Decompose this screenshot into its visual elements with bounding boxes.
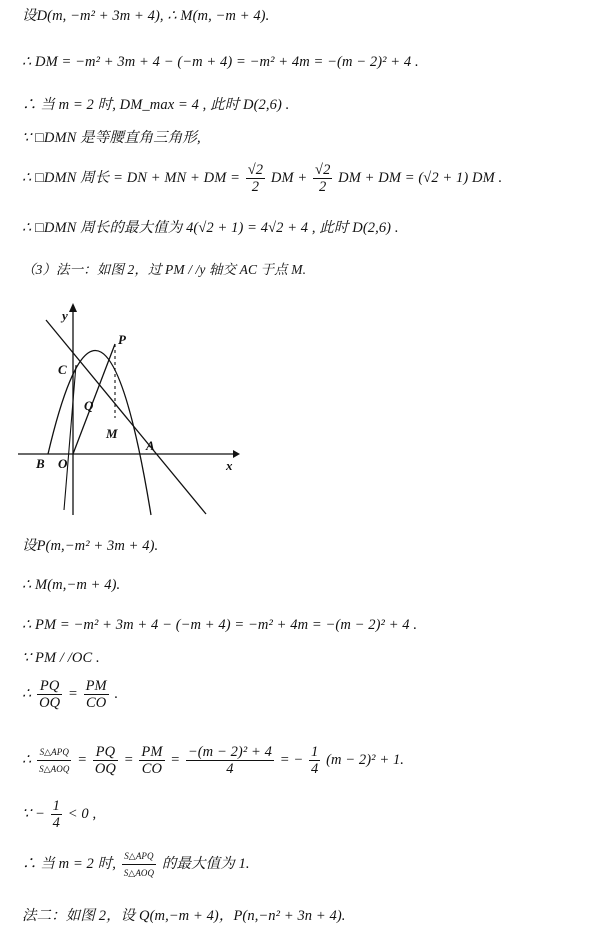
line-15-part-a: ∴ 当 m = 2 时, — [22, 856, 116, 872]
fraction-numerator: 1 — [310, 744, 319, 761]
fraction-denominator: S△AOQ — [39, 764, 70, 775]
line-14-because: ∵ − — [22, 806, 45, 822]
fraction-numerator: PM — [141, 744, 163, 761]
line-2: ∴ DM = −m² + 3m + 4 − (−m + 4) = −m² + 4m = −(m − 2)² + 4 . — [22, 54, 419, 70]
line-7: （3）法一：如图 2，过 PM / /y 轴交 AC 于点 M. — [22, 262, 307, 277]
fraction-numerator: PQ — [93, 744, 118, 761]
line-15-part-b: 的最大值为 1. — [161, 856, 250, 872]
line-13-therefore: ∴ — [22, 752, 32, 768]
fraction-denominator: 4 — [310, 761, 319, 778]
equals-sign: = — [77, 752, 88, 768]
fraction-sqrt2-over-2-second — [313, 162, 332, 195]
fraction-numerator: √2 — [247, 162, 264, 179]
line-8: 设P(m,−m² + 3m + 4). — [22, 538, 159, 554]
equals-sign: = — [123, 752, 134, 768]
label-q: Q — [84, 398, 94, 413]
fraction-one-quarter — [309, 744, 320, 777]
label-p: P — [118, 332, 126, 347]
label-a: A — [146, 438, 155, 453]
fraction-numerator: S△APQ — [37, 744, 71, 761]
line-ac — [46, 320, 206, 514]
line-16: 法二：如图 2，设 Q(m,−m + 4)，P(n,−n² + 3n + 4). — [22, 908, 346, 924]
fraction-expression-over-4 — [186, 744, 274, 777]
fraction-numerator: −(m − 2)² + 4 — [187, 744, 272, 761]
line-12-equals: = — [67, 686, 78, 702]
fraction-area-ratio — [37, 744, 71, 777]
fraction-pm-over-co — [84, 678, 109, 711]
line-6: ∴ □DMN 周长的最大值为 4(√2 + 1) = 4√2 + 4 , 此时 D(2,6) . — [22, 220, 399, 236]
line-12 — [22, 674, 593, 714]
x-axis-arrow — [233, 450, 240, 458]
line-4: ∵ □DMN 是等腰直角三角形, — [22, 130, 201, 146]
figure-2-diagram — [18, 300, 240, 520]
fraction-denominator: 2 — [319, 179, 327, 196]
line-13-end: (m − 2)² + 1. — [326, 752, 405, 768]
fraction-pq-over-oq — [37, 678, 62, 711]
line-10: ∴ PM = −m² + 3m + 4 − (−m + 4) = −m² + 4m = −(m − 2)² + 4 . — [22, 617, 418, 633]
line-5-part-b: DM + — [270, 170, 308, 186]
line-12-therefore: ∴ — [22, 686, 32, 702]
fraction-pm-over-co — [139, 744, 164, 777]
equals-minus: = − — [279, 752, 304, 768]
line-bc — [64, 365, 76, 510]
fraction-pq-over-oq — [93, 744, 118, 777]
line-12-period: . — [114, 686, 119, 702]
fraction-numerator: √2 — [315, 162, 331, 179]
line-3: ∴ 当 m = 2 时, DM_max = 4 , 此时 D(2,6) . — [22, 97, 290, 113]
line-5-part-c: DM + DM = (√2 + 1) DM . — [338, 170, 503, 186]
line-5 — [22, 160, 593, 196]
equals-sign: = — [170, 752, 181, 768]
line-15 — [22, 842, 593, 886]
label-x: x — [226, 458, 233, 473]
fraction-sqrt2-over-2-first — [246, 162, 265, 195]
fraction-denominator: CO — [141, 761, 163, 778]
y-axis-arrow — [69, 303, 77, 312]
line-14 — [22, 794, 593, 834]
line-11: ∵ PM / /OC . — [22, 650, 100, 666]
fraction-denominator: S△AOQ — [123, 868, 155, 879]
label-c: C — [58, 362, 67, 377]
fraction-denominator: 4 — [52, 815, 61, 832]
line-1: 设D(m, −m² + 3m + 4), ∴ M(m, −m + 4). — [22, 8, 270, 24]
line-9: ∴ M(m,−m + 4). — [22, 577, 121, 593]
label-o: O — [58, 456, 68, 471]
fraction-numerator: 1 — [52, 798, 61, 815]
line-13 — [22, 738, 593, 782]
fraction-denominator: 4 — [226, 761, 234, 778]
line-5-part-a: ∴ □DMN 周长 = DN + MN + DM = — [22, 170, 241, 186]
fraction-one-quarter — [51, 798, 62, 831]
label-b: B — [36, 456, 45, 471]
fraction-numerator: PQ — [37, 678, 62, 695]
label-m: M — [106, 426, 118, 441]
fraction-denominator: OQ — [39, 695, 61, 712]
fraction-denominator: 2 — [251, 179, 260, 196]
fraction-numerator: PM — [85, 678, 107, 695]
fraction-numerator: S△APQ — [122, 848, 156, 865]
fraction-denominator: CO — [85, 695, 107, 712]
fraction-denominator: OQ — [94, 761, 116, 778]
label-y: y — [62, 308, 68, 323]
line-14-inequality: < 0 , — [67, 806, 97, 822]
fraction-area-ratio — [122, 848, 156, 881]
